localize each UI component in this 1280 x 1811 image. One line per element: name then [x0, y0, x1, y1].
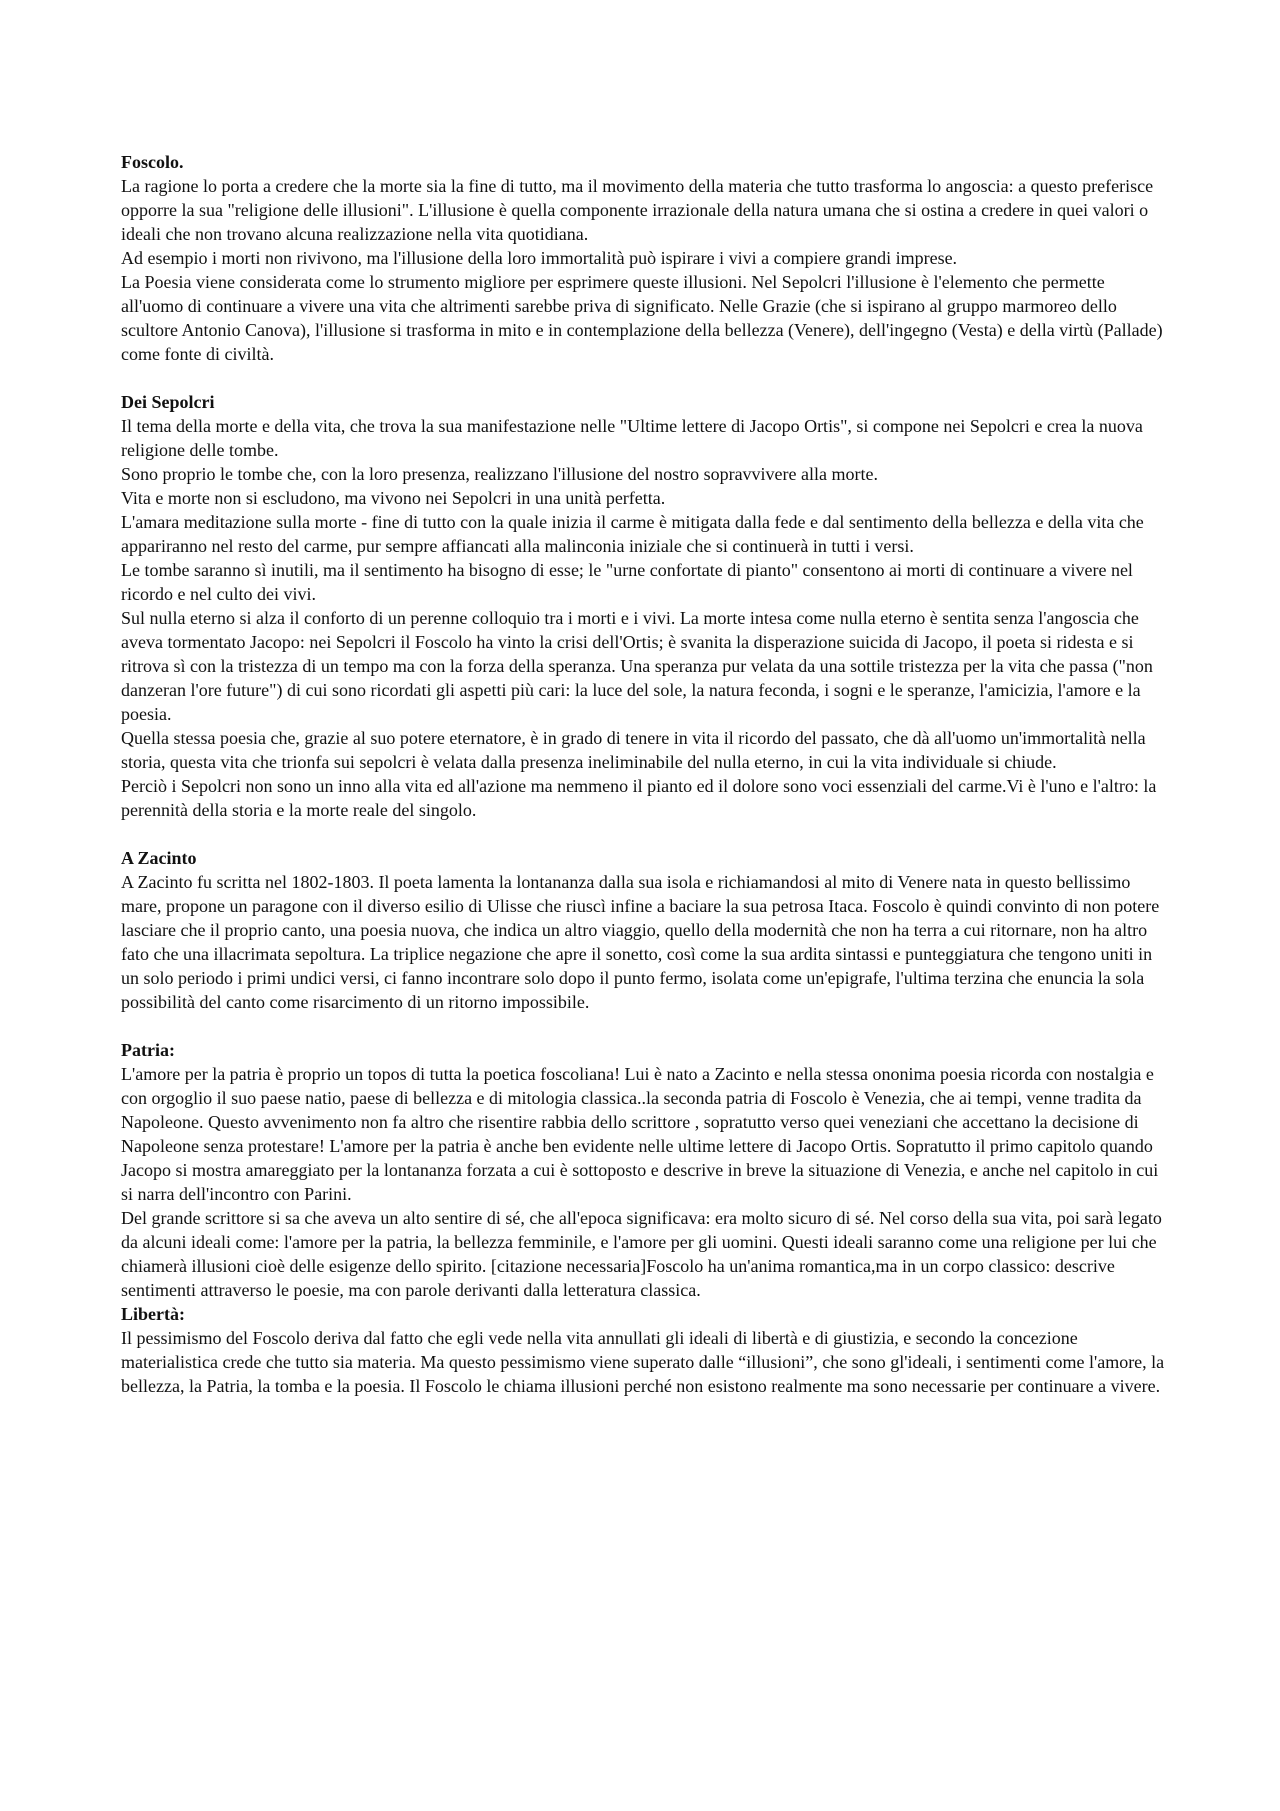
paragraph: Perciò i Sepolcri non sono un inno alla vita ed all'azione ma nemmeno il pianto ed il dolore sono voci essenziali del carme.Vi è l'uno e l'altro: la perennità della storia e la morte reale del singolo. — [121, 776, 1157, 820]
paragraph: Il tema della morte e della vita, che trova la sua manifestazione nelle "Ultime lettere di Jacopo Ortis", si compone nei Sepolcri e crea la nuova religione delle tombe. — [121, 416, 1143, 460]
paragraph: Le tombe saranno sì inutili, ma il sentimento ha bisogno di esse; le "urne confortate di pianto" consentono ai morti di continuare a vivere nel ricordo e nel culto dei vivi. — [121, 560, 1133, 604]
paragraph: L'amara meditazione sulla morte - fine di tutto con la quale inizia il carme è mitigata dalla fede e dal sentimento della bellezza e della vita che appariranno nel resto del carme, pur sempre affiancati alla malinconia iniziale che si continuerà in tutti i versi. — [121, 512, 1144, 556]
paragraph: Vita e morte non si escludono, ma vivono nei Sepolcri in una unità perfetta. — [121, 488, 666, 508]
paragraph: La Poesia viene considerata come lo strumento migliore per esprimere queste illusioni. Nel Sepolcri l'illusione è l'elemento che permette all'uomo di continuare a vivere una vita che altrimenti sarebbe priva di significato. Nelle Grazie (che si ispirano al gruppo marmoreo dello scultore Antonio Canova), l'illusione si trasforma in mito e in contemplazione della bellezza (Venere), dell'ingegno (Vesta) e della virtù (Pallade) come fonte di civiltà. — [121, 272, 1163, 364]
document-page — [121, 150, 1166, 1398]
section-heading: Dei Sepolcri — [121, 392, 215, 412]
section-heading: Patria: — [121, 1040, 175, 1060]
paragraph: L'amore per la patria è proprio un topos di tutta la poetica foscoliana! Lui è nato a Zacinto e nella stessa ononima poesia ricorda con nostalgia e con orgoglio il suo paese natio, paese di bellezza e di mitologia classica..la seconda patria di Foscolo è Venezia, che ai tempi, venne tradita da Napoleone. Questo avvenimento non fa altro che risentire rabbia dello scrittore , sopratutto verso quei veneziani che accettano la decisione di Napoleone senza protestare! L'amore per la patria è anche ben evidente nelle ultime lettere di Jacopo Ortis. Sopratutto il primo capitolo quando Jacopo si mostra amareggiato per la lontananza forzata a cui è sottoposto e descrive in breve la situazione di Venezia, e anche nel capitolo in cui si narra dell'incontro con Parini. — [121, 1064, 1159, 1204]
section-liberta — [121, 1302, 1166, 1398]
paragraph: La ragione lo porta a credere che la morte sia la fine di tutto, ma il movimento della materia che tutto trasforma lo angoscia: a questo preferisce opporre la sua "religione delle illusioni". L'illusione è quella componente irrazionale della natura umana che si ostina a credere in quei valori o ideali che non trovano alcuna realizzazione nella vita quotidiana. — [121, 176, 1154, 244]
paragraph: Sono proprio le tombe che, con la loro presenza, realizzano l'illusione del nostro sopravvivere alla morte. — [121, 464, 878, 484]
section-a-zacinto — [121, 846, 1166, 1014]
paragraph: Il pessimismo del Foscolo deriva dal fatto che egli vede nella vita annullati gli ideali di libertà e di giustizia, e secondo la concezione materialistica crede che tutto sia materia. Ma questo pessimismo viene superato dalle “illusioni”, che sono gl'ideali, i sentimenti come l'amore, la bellezza, la Patria, la tomba e la poesia. Il Foscolo le chiama illusioni perché non esistono realmente ma sono necessarie per continuare a vivere. — [121, 1328, 1165, 1396]
paragraph: Sul nulla eterno si alza il conforto di un perenne colloquio tra i morti e i vivi. La morte intesa come nulla eterno è sentita senza l'angoscia che aveva tormentato Jacopo: nei Sepolcri il Foscolo ha vinto la crisi dell'Ortis; è svanita la disperazione suicida di Jacopo, il poeta si ridesta e si ritrova sì con la tristezza di un tempo ma con la forza della speranza. Una speranza pur velata da una sottile tristezza per la vita che passa ("non danzeran l'ore future") di cui sono ricordati gli aspetti più cari: la luce del sole, la natura feconda, i sogni e le speranze, l'amicizia, l'amore e la poesia. — [121, 608, 1153, 724]
section-dei-sepolcri — [121, 390, 1166, 822]
paragraph: A Zacinto fu scritta nel 1802-1803. Il poeta lamenta la lontananza dalla sua isola e richiamandosi al mito di Venere nata in questo bellissimo mare, propone un paragone con il diverso esilio di Ulisse che riuscì infine a baciare la sua petrosa Itaca. Foscolo è quindi convinto di non potere lasciare che il proprio canto, una poesia nuova, che indica un altro viaggio, quello della modernità che non ha terra a cui ritornare, non ha altro fato che una illacrimata sepoltura. La triplice negazione che apre il sonetto, così come la sua ardita sintassi e punteggiatura che tengono uniti in un solo periodo i primi undici versi, ci fanno incontrare solo dopo il punto fermo, isolata come un'epigrafe, l'ultima terzina che enuncia la sola possibilità del canto come risarcimento di un ritorno impossibile. — [121, 872, 1160, 1012]
section-heading: Libertà: — [121, 1304, 185, 1324]
paragraph: Quella stessa poesia che, grazie al suo potere eternatore, è in grado di tenere in vita il ricordo del passato, che dà all'uomo un'immortalità nella storia, questa vita che trionfa sui sepolcri è velata dalla presenza ineliminabile del nulla eterno, in cui la vita individuale si chiude. — [121, 728, 1146, 772]
section-foscolo — [121, 150, 1166, 366]
paragraph: Ad esempio i morti non rivivono, ma l'illusione della loro immortalità può ispirare i vivi a compiere grandi imprese. — [121, 248, 958, 268]
section-heading: Foscolo. — [121, 152, 184, 172]
section-heading: A Zacinto — [121, 848, 197, 868]
section-patria — [121, 1038, 1166, 1302]
paragraph: Del grande scrittore si sa che aveva un alto sentire di sé, che all'epoca significava: era molto sicuro di sé. Nel corso della sua vita, poi sarà legato da alcuni ideali come: l'amore per la patria, la bellezza femminile, e l'amore per gli uomini. Questi ideali saranno come una religione per lui che chiamerà illusioni cioè delle esigenze dello spirito. [citazione necessaria]Foscolo ha un'anima romantica,ma in un corpo classico: descrive sentimenti attraverso le poesie, ma con parole derivanti dalla letteratura classica. — [121, 1208, 1162, 1300]
